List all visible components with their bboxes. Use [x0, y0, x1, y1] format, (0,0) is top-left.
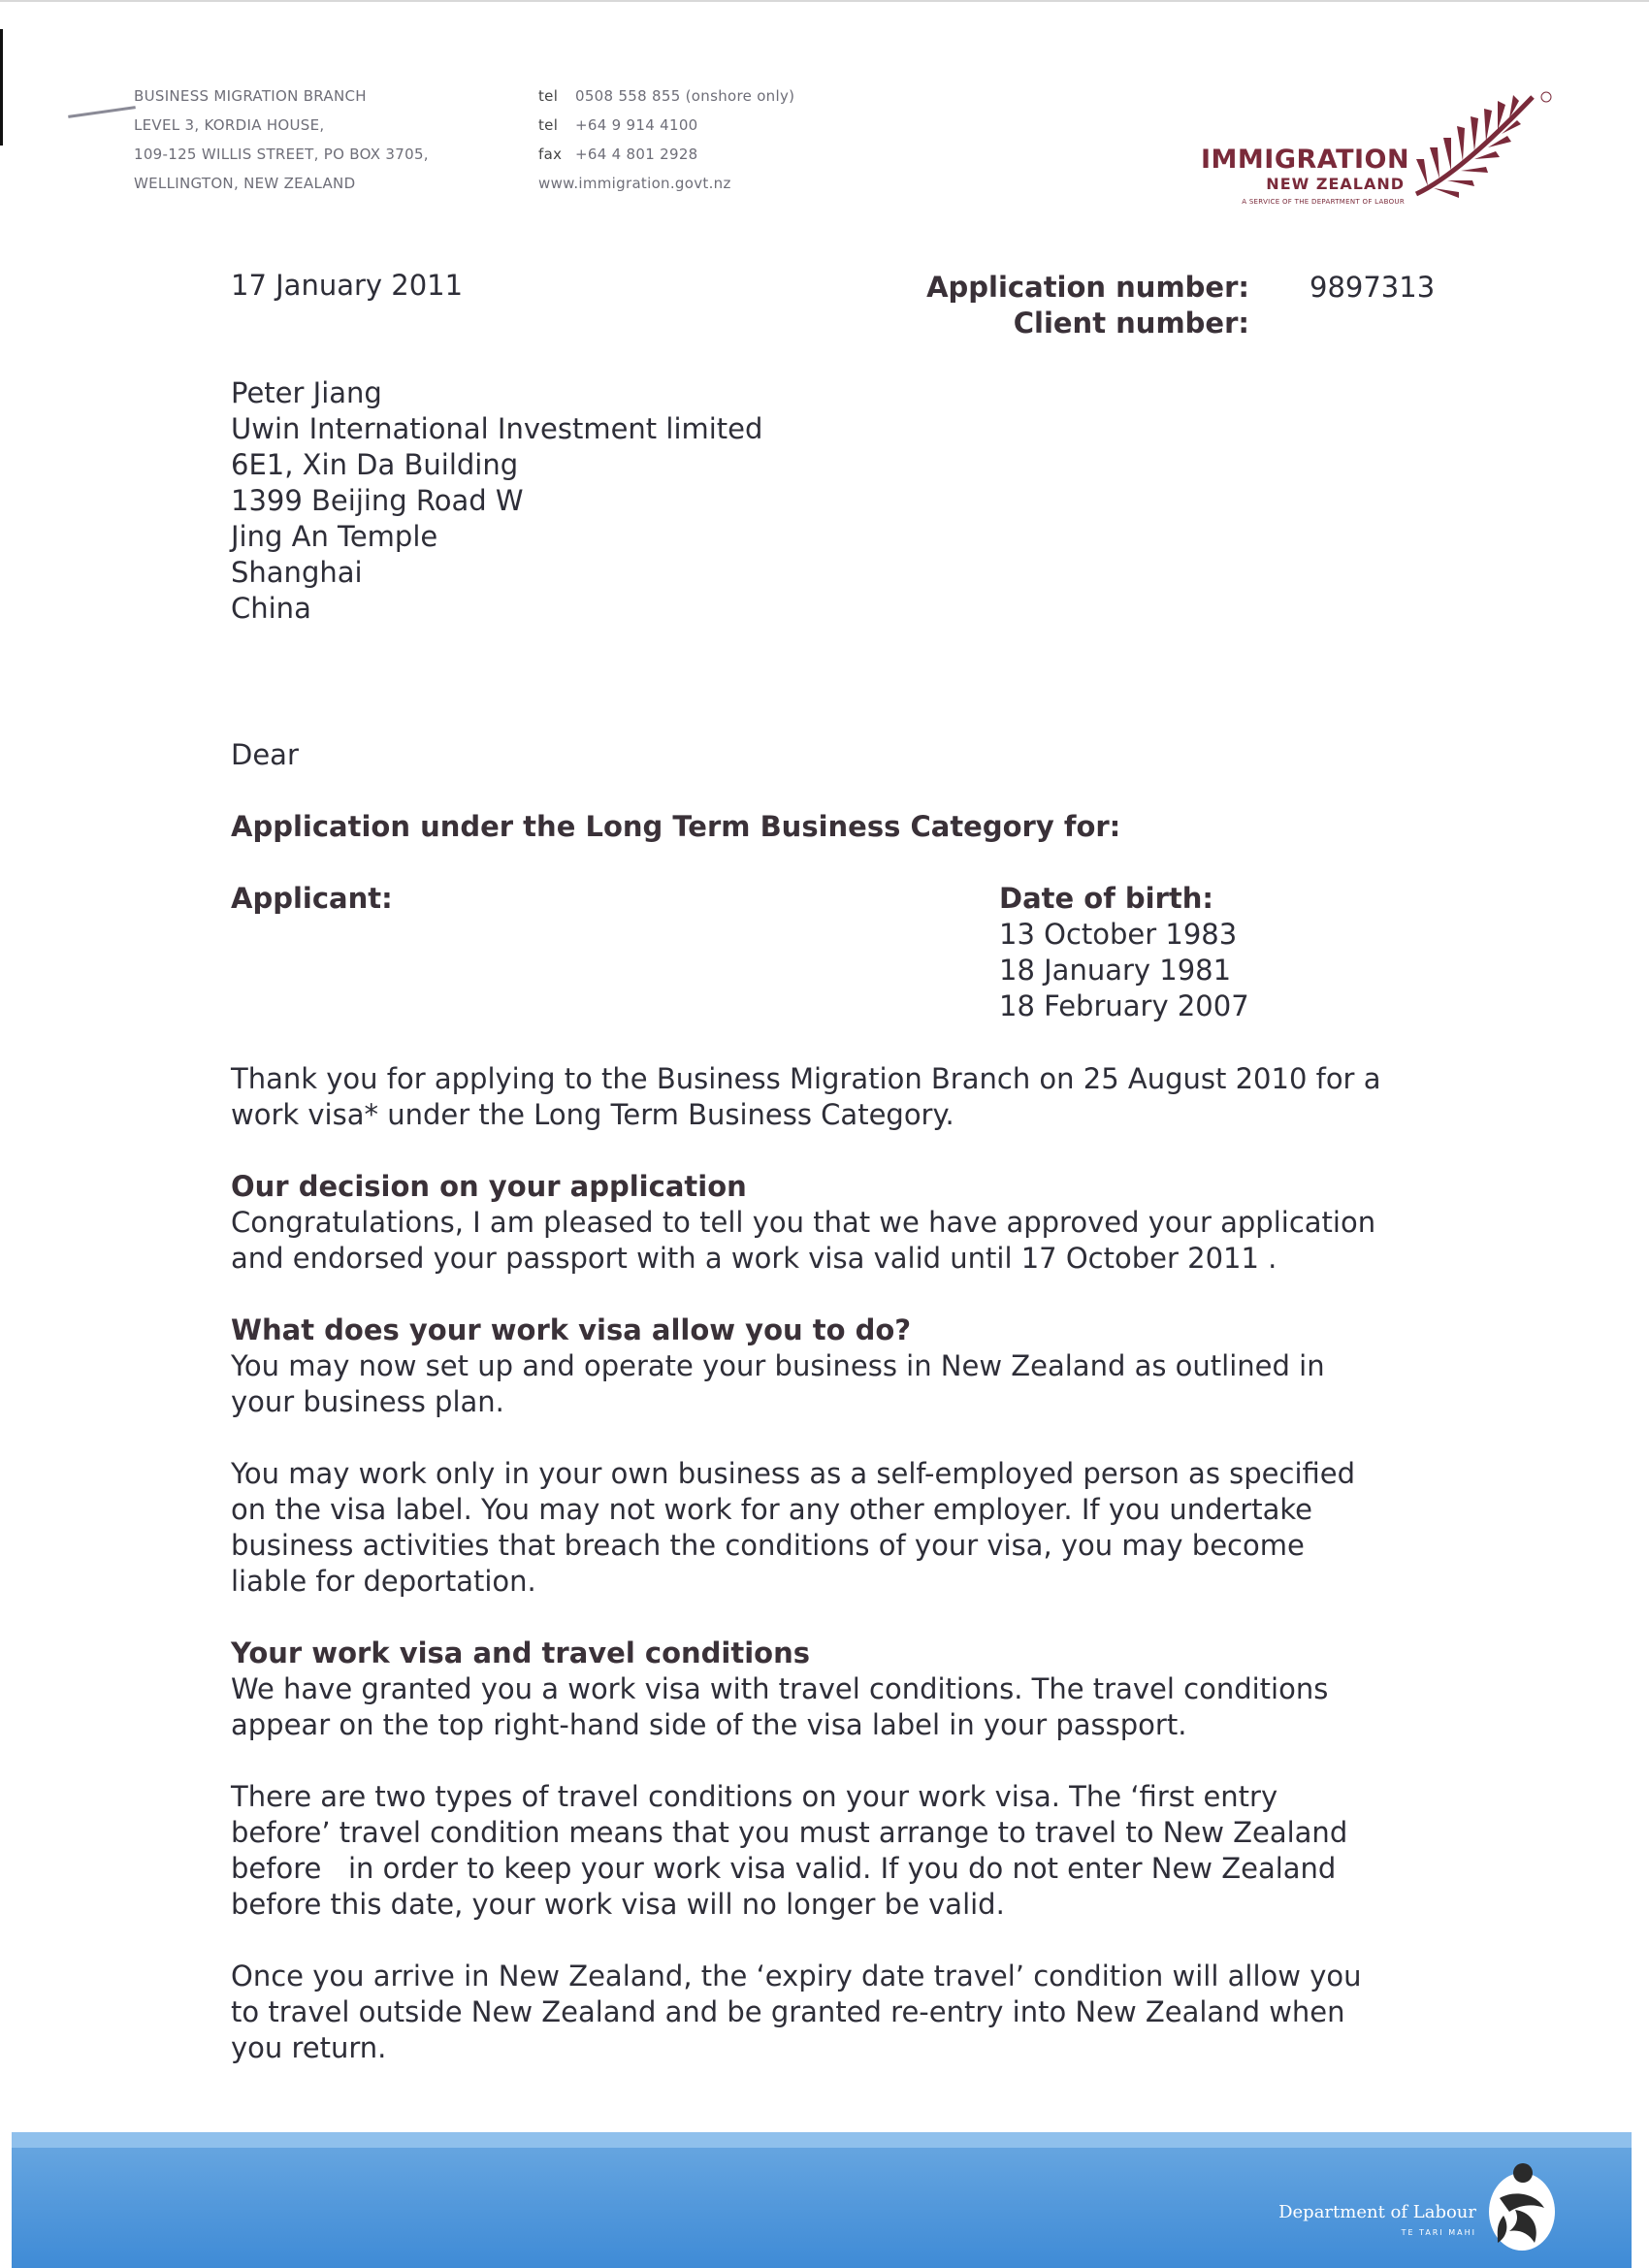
dob-block	[999, 881, 1249, 1024]
branch-line: 109-125 WILLIS STREET, PO BOX 3705,	[134, 146, 429, 163]
application-number-label: Application number:	[926, 271, 1249, 304]
recipient-address	[231, 375, 762, 627]
dob-value: 18 January 1981	[999, 954, 1232, 987]
travel-paragraph: We have granted you a work visa with travel conditions. The travel conditions appear on the top right-hand side of the visa label in your passport.	[231, 1672, 1329, 1741]
letter-body	[231, 1061, 1492, 2066]
intro-paragraph: Thank you for applying to the Business Migration Branch on 25 August 2010 for a work visa* under the Long Term Business Category.	[231, 1062, 1381, 1131]
footer-org	[1278, 2202, 1476, 2237]
silver-fern-icon	[1408, 87, 1554, 204]
address-line: Shanghai	[231, 556, 363, 589]
applicant-label: Applicant:	[231, 882, 393, 915]
contact-block	[538, 81, 794, 198]
allow-heading: What does your work visa allow you to do?	[231, 1313, 912, 1346]
work-paragraph: You may work only in your own business as a self-employed person as specified on the visa label. You may not work for any other employer. If you undertake business activities that breach the conditions of your visa, you may become liable for deportation.	[231, 1457, 1356, 1598]
footer-band	[12, 2132, 1632, 2268]
contact-row: tel +64 9 914 4100	[538, 116, 698, 134]
subject-line: Application under the Long Term Business Category for:	[231, 810, 1121, 843]
dob-value: 13 October 1983	[999, 918, 1238, 951]
dob-label: Date of birth:	[999, 882, 1214, 915]
decision-paragraph: Congratulations, I am pleased to tell you that we have approved your application and endorsed your passport with a work visa valid until 17 October 2011 .	[231, 1206, 1376, 1275]
logo-title: IMMIGRATION	[1201, 145, 1410, 175]
decision-heading: Our decision on your application	[231, 1170, 747, 1203]
salutation: Dear	[231, 738, 299, 771]
branch-address	[134, 81, 429, 198]
application-number: 9897313	[1310, 271, 1436, 304]
footer-org-maori: TE TARI MAHI	[1401, 2228, 1476, 2237]
pen-mark	[68, 106, 136, 118]
letter-date: 17 January 2011	[231, 269, 464, 302]
address-line: 6E1, Xin Da Building	[231, 448, 519, 481]
branch-line: WELLINGTON, NEW ZEALAND	[134, 175, 356, 192]
address-line: 1399 Beijing Road W	[231, 484, 524, 517]
immigration-logo	[1201, 145, 1410, 206]
travel-heading: Your work visa and travel conditions	[231, 1636, 810, 1669]
client-number-label: Client number:	[1013, 307, 1249, 340]
address-line: Jing An Temple	[231, 520, 438, 553]
scan-edge	[0, 29, 3, 146]
footer-org-name: Department of Labour	[1278, 2202, 1476, 2222]
address-line: Peter Jiang	[231, 376, 382, 409]
dob-value: 18 February 2007	[999, 989, 1249, 1022]
footer-band-lip	[12, 2132, 1632, 2148]
address-line: China	[231, 592, 311, 625]
branch-line: LEVEL 3, KORDIA HOUSE,	[134, 116, 325, 134]
contact-row: tel 0508 558 855 (onshore only)	[538, 87, 795, 105]
address-line: Uwin International Investment limited	[231, 412, 763, 445]
arrival-paragraph: Once you arrive in New Zealand, the ‘expiry date travel’ condition will allow you to travel outside New Zealand and be granted re-entry into New Zealand when you return.	[231, 1960, 1362, 2064]
logo-subtitle: NEW ZEALAND	[1266, 175, 1405, 193]
website: www.immigration.govt.nz	[538, 175, 731, 192]
allow-paragraph: You may now set up and operate your business in New Zealand as outlined in your business plan.	[231, 1349, 1325, 1418]
travel-types-paragraph: There are two types of travel conditions on your work visa. The ‘first entry before’ travel condition means that you must arrange to travel to New Zealand before in order to keep your work visa valid. If you do not enter New Zealand before this date, your work visa will no longer be valid.	[231, 1780, 1348, 1921]
department-of-labour-emblem-icon	[1480, 2152, 1564, 2258]
contact-row: fax +64 4 801 2928	[538, 146, 698, 163]
logo-tagline: A SERVICE OF THE DEPARTMENT OF LABOUR	[1242, 198, 1405, 206]
top-rule	[0, 0, 1649, 2]
branch-line: BUSINESS MIGRATION BRANCH	[134, 87, 367, 105]
